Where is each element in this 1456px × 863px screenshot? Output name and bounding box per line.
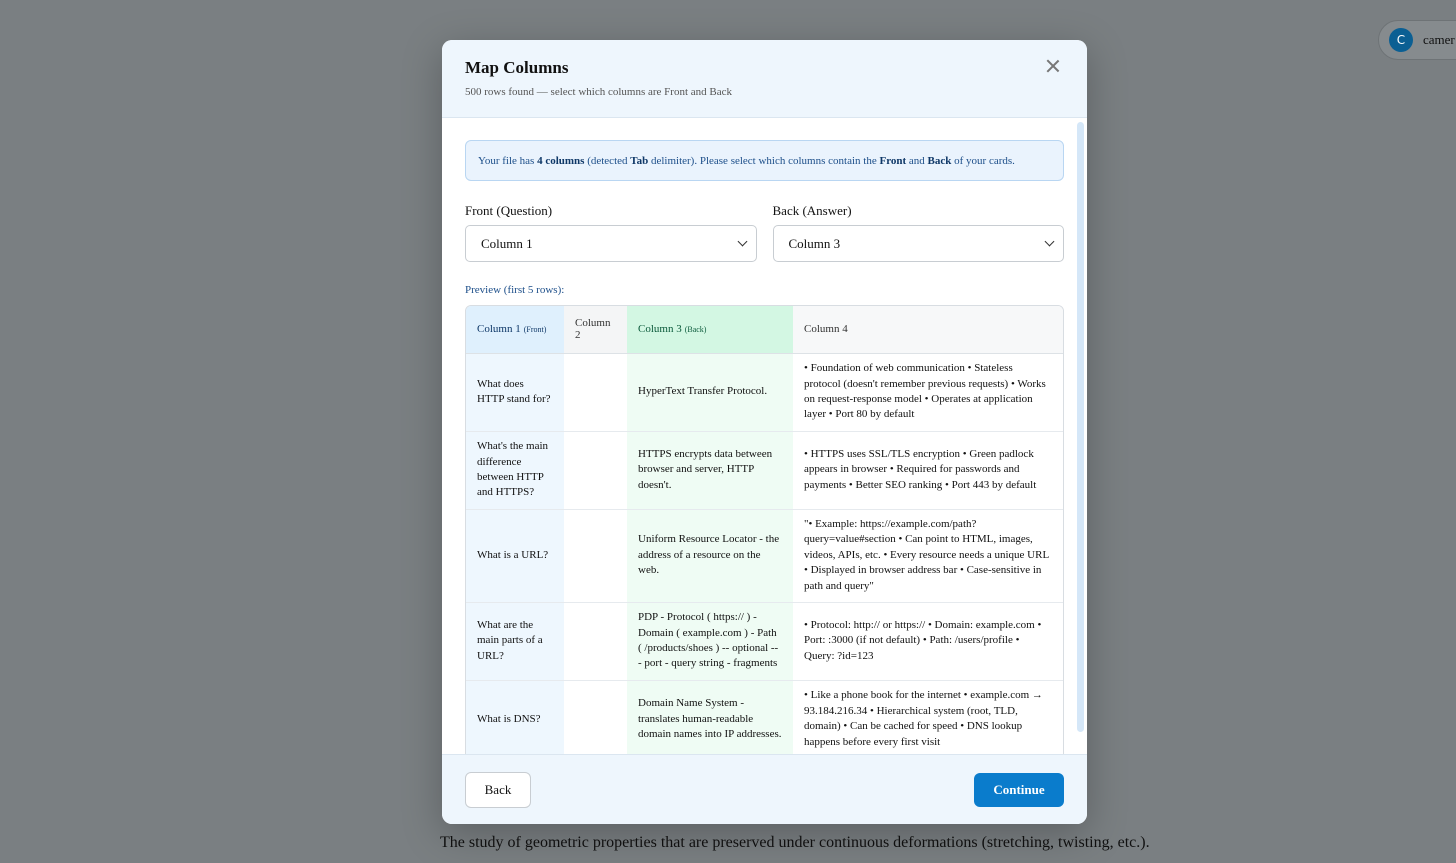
table-cell: What does HTTP stand for? xyxy=(466,353,564,431)
user-menu[interactable] xyxy=(1378,20,1456,60)
chevron-down-icon xyxy=(1045,237,1055,247)
table-row xyxy=(466,353,1063,431)
front-select-value: Column 1 xyxy=(481,235,533,251)
table-row xyxy=(466,680,1063,754)
modal-subtitle: 500 rows found — select which columns are Front and Back xyxy=(465,86,732,98)
table-cell xyxy=(564,602,627,680)
close-icon[interactable] xyxy=(1043,56,1063,76)
background-caption: The study of geometric properties that are preserved under continuous deformations (stretching, twisting, etc.). xyxy=(440,834,1150,851)
table-cell xyxy=(564,509,627,602)
table-cell: What are the main parts of a URL? xyxy=(466,602,564,680)
header-column-4: Column 4 xyxy=(793,306,1063,353)
table-cell xyxy=(564,680,627,754)
continue-button[interactable]: Continue xyxy=(974,773,1064,807)
modal-body xyxy=(442,118,1087,754)
table-cell: HTTPS encrypts data between browser and server, HTTP doesn't. xyxy=(627,431,793,509)
table-cell: HyperText Transfer Protocol. xyxy=(627,353,793,431)
back-select-label: Back (Answer) xyxy=(772,203,852,218)
info-box xyxy=(465,140,1064,181)
modal-header xyxy=(442,40,1087,118)
table-header-row xyxy=(466,306,1063,353)
table-row xyxy=(466,602,1063,680)
info-detected-open: (detected xyxy=(584,154,631,167)
modal-scrollbar[interactable] xyxy=(1077,122,1084,732)
info-column-count: 4 columns xyxy=(537,154,585,167)
back-select-group xyxy=(773,203,1065,262)
table-cell: • Like a phone book for the internet • example.com → 93.184.216.34 • Hierarchical system (root, TLD, domain) • Can be cached for speed • DNS lookup happens before every first visit xyxy=(793,680,1063,754)
front-tag: (Front) xyxy=(523,325,547,335)
info-prefix: Your file has xyxy=(478,154,538,167)
modal-footer xyxy=(442,754,1087,824)
table-row xyxy=(466,509,1063,602)
table-cell xyxy=(564,431,627,509)
front-select-group xyxy=(465,203,757,262)
info-suffix: of your cards. xyxy=(951,154,1015,167)
user-name: camer xyxy=(1423,32,1455,47)
table-cell: Uniform Resource Locator - the address of a resource on the web. xyxy=(627,509,793,602)
header-column-2: Column 2 xyxy=(564,306,627,353)
back-tag: (Back) xyxy=(684,325,707,335)
modal-title: Map Columns xyxy=(465,58,569,77)
table-row xyxy=(466,431,1063,509)
table-cell: • Protocol: http:// or https:// • Domain: example.com • Port: :3000 (if not default) • Path: /users/profile • Query: ?id=123 xyxy=(793,602,1063,680)
preview-table xyxy=(465,305,1064,754)
table-cell: What is a URL? xyxy=(466,509,564,602)
column-selects xyxy=(465,203,1064,262)
front-column-select[interactable] xyxy=(465,225,757,262)
table-cell: PDP - Protocol ( https:// ) - Domain ( example.com ) - Path ( /products/shoes ) -- optional -- - port - query string - fragments xyxy=(627,602,793,680)
back-button[interactable]: Back xyxy=(465,772,531,808)
front-select-label: Front (Question) xyxy=(465,203,553,218)
info-delimiter: Tab xyxy=(630,154,649,167)
table-cell xyxy=(564,353,627,431)
table-cell: What is DNS? xyxy=(466,680,564,754)
info-and: and xyxy=(906,154,928,167)
back-select-value: Column 3 xyxy=(788,235,841,251)
info-detected-close: delimiter). Please select which columns contain the xyxy=(648,154,880,167)
avatar: C xyxy=(1389,28,1413,52)
info-back: Back xyxy=(927,154,952,167)
preview-label: Preview (first 5 rows): xyxy=(465,284,565,296)
table-cell: • Foundation of web communication • Stateless protocol (doesn't remember previous requests) • Works on request-response model • Operates at application layer • Port 80 by default xyxy=(793,353,1063,431)
map-columns-modal xyxy=(442,40,1087,824)
table-cell: "• Example: https://example.com/path?query=value#section • Can point to HTML, images, videos, APIs, etc. • Every resource needs a unique URL • Displayed in browser address bar • Case-sensitive in path and query" xyxy=(793,509,1063,602)
header-column-3: Column 3 (Back) xyxy=(627,306,793,353)
table-cell: What's the main difference between HTTP and HTTPS? xyxy=(466,431,564,509)
table-cell: Domain Name System - translates human-readable domain names into IP addresses. xyxy=(627,680,793,754)
table-cell: • HTTPS uses SSL/TLS encryption • Green padlock appears in browser • Required for passwords and payments • Better SEO ranking • Port 443 by default xyxy=(793,431,1063,509)
info-front: Front xyxy=(879,154,907,167)
header-column-1: Column 1 (Front) xyxy=(466,306,564,353)
chevron-down-icon xyxy=(737,237,747,247)
back-column-select[interactable] xyxy=(773,225,1065,262)
